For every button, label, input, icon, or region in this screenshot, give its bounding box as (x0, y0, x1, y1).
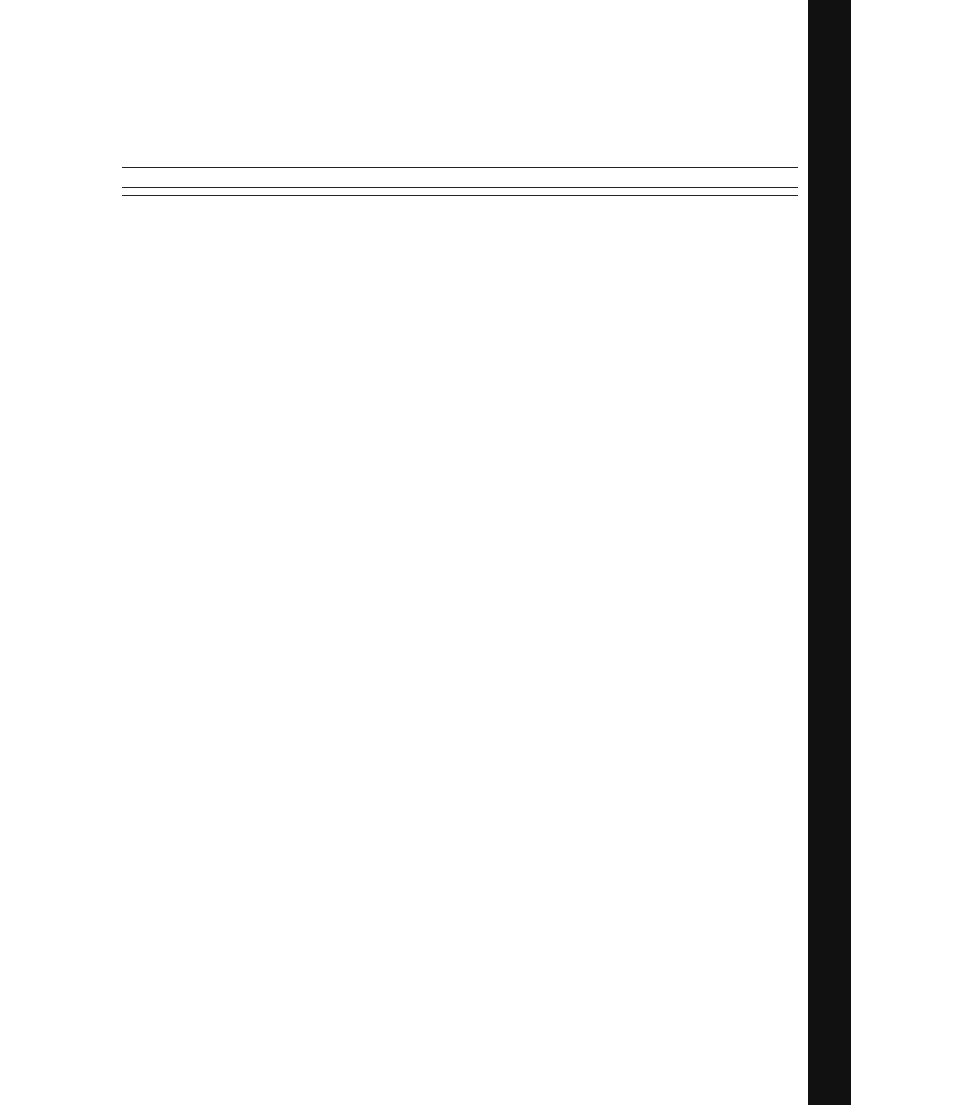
caution-note (122, 188, 798, 196)
sidebar-tab (808, 0, 851, 1105)
chart-header (122, 168, 798, 188)
cleaning-chart (122, 167, 798, 196)
